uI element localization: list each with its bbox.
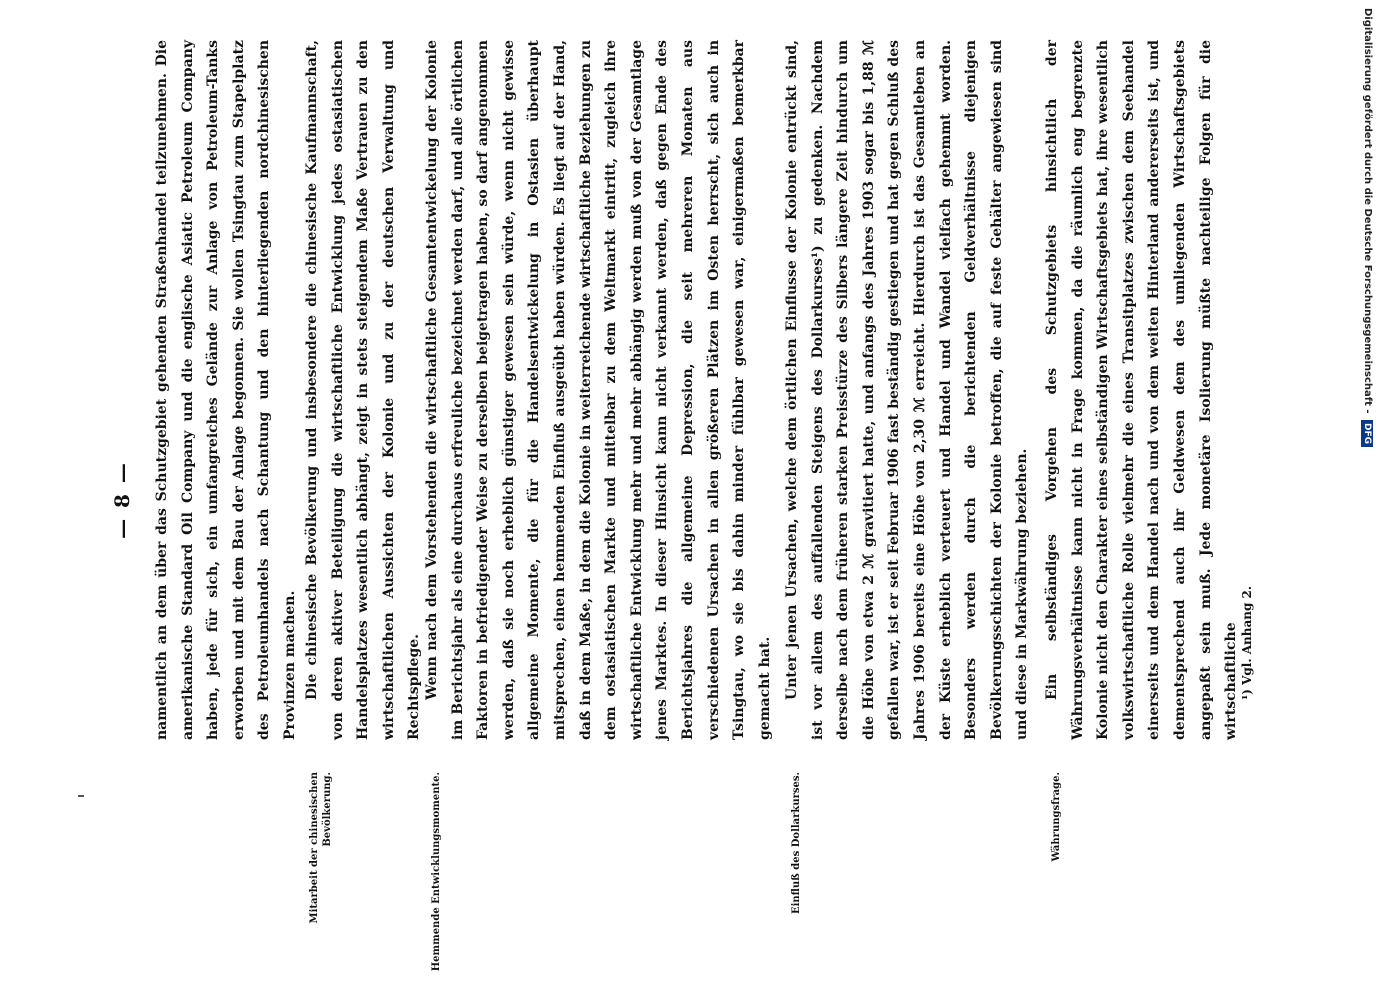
dfg-logo: DFG (1361, 420, 1373, 447)
margin-note: Währungsfrage. (1051, 772, 1062, 862)
paragraph: Ein selbständiges Vorgehen des Schutzgebiets hinsichtlich der Währungsverhältnisse kann nicht in Frage kommen, da die räumlich eng begrenzte Kolonie nicht den Charakter eines selbständigen Wirtschaftsgebiets hat, ihre wesentlich volkswirtschaftliche Rolle vielmehr die eines Transitplatzes zwischen dem Seehandel einerseits und dem Handel nach und von dem weiten Hinterland andererseits ist, und dementsprechend auch ihr Geldwesen dem des umliegenden Wirtschaftsgebiets angepaßt sein muß. Jede monetäre Isolierung müßte nachteilige Folgen für die wirtschaftliche (1044, 40, 1240, 740)
page-number: — 8 — (110, 461, 134, 539)
footnote: ¹) Vgl. Anhang 2. (1240, 585, 1254, 700)
paragraph: Wenn nach dem Vorstehenden die wirtschaftliche Gesamtentwickelung der Kolonie im Berichtsjahr als eine durchaus erfreuliche bezeichnet werden darf, und alle örtlichen Faktoren in befriedigender Weise zu derselben beigetragen haben, so darf angenommen werden, daß sie noch erheblich günstiger gewesen sein würde, wenn nicht gewisse allgemeine Momente, die für die Handelsentwickelung in Ostasien überhaupt mitsprechen, einen hemmenden Einfluß ausgeübt haben würden. Es liegt auf der Hand, daß in dem Maße, in dem die Kolonie in weiterreichende wirtschaftliche Beziehungen zu dem ostasiatischen Markte und mittelbar zu dem Weltmarkt eintritt, zugleich ihre wirtschaftliche Entwicklung mehr und mehr abhängig werden muß von der Gesamtlage jenes Marktes. In dieser Hinsicht kann nicht verkannt werden, daß gegen Ende des Berichtsjahres die allgemeine Depression, die seit mehreren Monaten aus verschiedenen Ursachen in allen größeren Plätzen im Osten herrscht, sich auch in Tsingtau, wo sie bis dahin minder fühlbar gewesen war, einigermaßen bemerkbar gemacht hat. (424, 40, 773, 740)
digitization-credit (1361, 8, 1373, 447)
paragraph: Unter jenen Ursachen, welche dem örtlichen Einflusse der Kolonie entrückt sind, ist vor allem des auffallenden Steigens des Dollarkurses¹) zu gedenken. Nachdem derselbe nach dem früheren starken Preisstürze des Silbers längere Zeit hindurch um die Höhe von etwa 2 ℳ gravitiert hatte, und anfangs des Jahres 1903 sogar bis 1,88 ℳ gefallen war, ist er seit Februar 1906 fast beständig gestiegen und hat gegen Schluß des Jahres 1906 bereits eine Höhe von 2,30 ℳ erreicht. Hierdurch ist das Gesamtleben an der Küste erheblich verteuert und Handel und Wandel vielfach gehemmt worden. Besonders werden durch die berichtenden Geldverhältnisse diejenigen Bevölkerungsschichten der Kolonie betroffen, die auf feste Gehälter angewiesen sind und diese in Markwährung beziehen. (784, 40, 1031, 740)
scan-speck (78, 795, 84, 797)
margin-note: Hemmende Entwicklungsmomente. (431, 772, 442, 972)
margin-note: Mitarbeit der chinesischen Bevölkerung. (309, 772, 333, 924)
paragraph: Die chinesische Bevölkerung und insbesondere die chinesische Kaufmannschaft, von deren aktiver Beteiligung die wirtschaftliche Entwicklung jedes ostasiatischen Handelsplatzes wesentlich abhängt, zeigt in stets steigendem Maße Vertrauen zu den wirtschaftlichen Aussichten der Kolonie und zu der deutschen Verwaltung und Rechtspflege. (304, 40, 423, 740)
credit-text: Digitalisierung gefördert durch die Deutsche Forschungsgemeinschaft - (1362, 8, 1373, 414)
margin-note: Einfluß des Dollarkurses. (791, 772, 802, 915)
paragraph: namentlich an dem über das Schutzgebiet gehenden Straßenhandel teilzunehmen. Die amerikanische Standard Oil Company und die englische Asiatic Petroleum Company haben, jede für sich, ein umfangreiches Gelände zur Anlage von Petroleum-Tanks erworben und mit dem Bau der Anlage begonnen. Sie wollen Tsingtau zum Stapelplatz des Petroleumhandels nach Schantung und den hinterliegenden nordchinesischen Provinzen machen. (154, 40, 298, 740)
